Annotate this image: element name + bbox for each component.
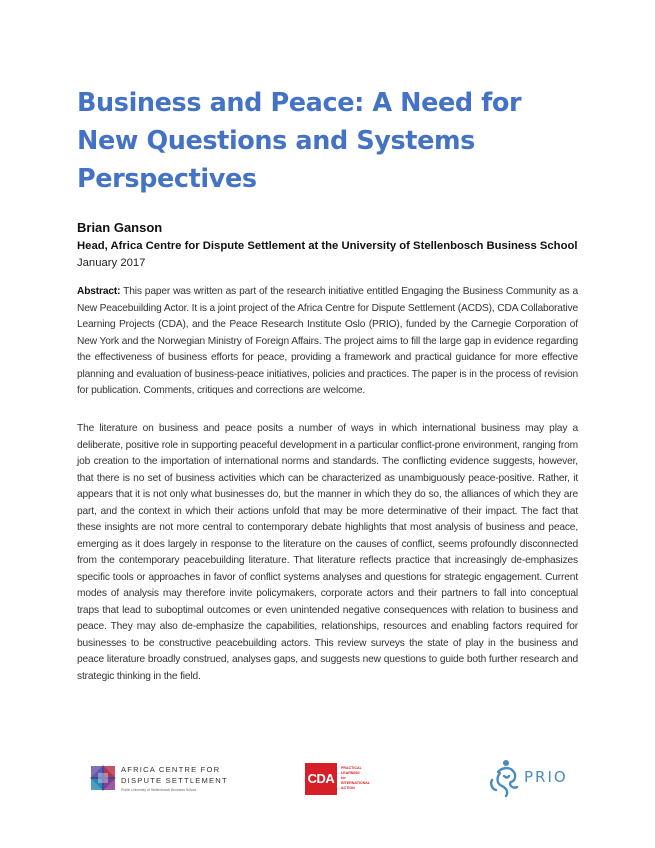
acds-logo <box>90 763 230 795</box>
cda-mark: CDA <box>305 763 337 795</box>
author-name: Brian Ganson <box>77 220 163 235</box>
abstract-label: Abstract: <box>77 286 121 297</box>
publication-date: January 2017 <box>77 257 146 269</box>
cda-logo <box>305 763 375 795</box>
body-paragraph: The literature on business and peace posits a number of ways in which international business may play a deliberate, positive role in supporting peaceful development in a particular conflict-prone environment, ranging from job creation to the importation of international norms and standards. The conflicting evidence suggests, however, that there is no set of business activities which can be characterized as unambiguously peace-positive. Rather, it appears that it is not only what businesses do, but the manner in which they do so, the alliances of which they are part, and the context in which their actions unfold that may be more determinative of their impact. The fact that these insights are not more central to contemporary debate highlights that most analysis of business and peace, emerging as it does largely in response to the literature on the causes of conflict, seems profoundly disconnected from the contemporary peacebuilding literature. That literature reflects practice that increasingly de-emphasizes specific tools or approaches in favor of conflict systems analyses and questions for strategic engagement. Current modes of analysis may therefore invite policymakers, corporate actors and their partners to fall into conceptual traps that lead to suboptimal outcomes or even unintended negative consequences with relation to business and peace. They may also de-emphasize the capabilities, relationships, resources and enabling factors required for businesses to be constructive peacebuilding actors. This review surveys the state of play in the business and peace literature broadly construed, analyses gaps, and suggests new questions to guide both further research and strategic thinking in the field. <box>77 423 578 682</box>
acds-mark-icon <box>90 765 116 791</box>
cda-tagline-1: PRACTICAL <box>341 766 362 770</box>
cda-tagline-4: INTERNATIONAL <box>341 781 371 785</box>
author-affiliation: Head, Africa Centre for Dispute Settlement at the University of Stellenbosch Business School <box>77 240 578 252</box>
cda-tagline-3: for <box>341 776 346 780</box>
cda-tagline <box>341 766 375 791</box>
paper-title <box>77 84 597 198</box>
abstract-text: This paper was written as part of the research initiative entitled Engaging the Business Community as a New Peacebuilding Actor. It is a joint project of the Africa Centre for Dispute Settlement (ACDS), CDA Collaborative Learning Projects (CDA), and the Peace Research Institute Oslo (PRIO), funded by the Carnegie Corporation of New York and the Norwegian Ministry of Foreign Affairs. The project aims to fill the large gap in evidence regarding the effectiveness of business efforts for peace, providing a framework and practical guidance for more effective planning and evaluation of business-peace initiatives, policies and practices. The paper is in the process of revision for publication. Comments, critiques and corrections are welcome. <box>77 286 578 396</box>
cda-tagline-5: ACTION <box>341 786 355 790</box>
prio-figures-icon <box>486 758 522 798</box>
title-line-1: Business and Peace: A Need for <box>77 88 522 118</box>
prio-logo <box>486 758 576 798</box>
prio-wordmark: PRIO <box>524 768 568 786</box>
acds-line-2: DISPUTE SETTLEMENT <box>121 776 228 785</box>
abstract-paragraph <box>77 284 578 400</box>
title-line-2: New Questions and Systems <box>77 126 475 156</box>
acds-subline: Public University of Stellenbosch Business School <box>121 788 197 792</box>
acds-line-1: AFRICA CENTRE FOR <box>121 765 221 774</box>
cda-tagline-2: LEARNING <box>341 771 360 775</box>
title-line-3: Perspectives <box>77 164 257 194</box>
